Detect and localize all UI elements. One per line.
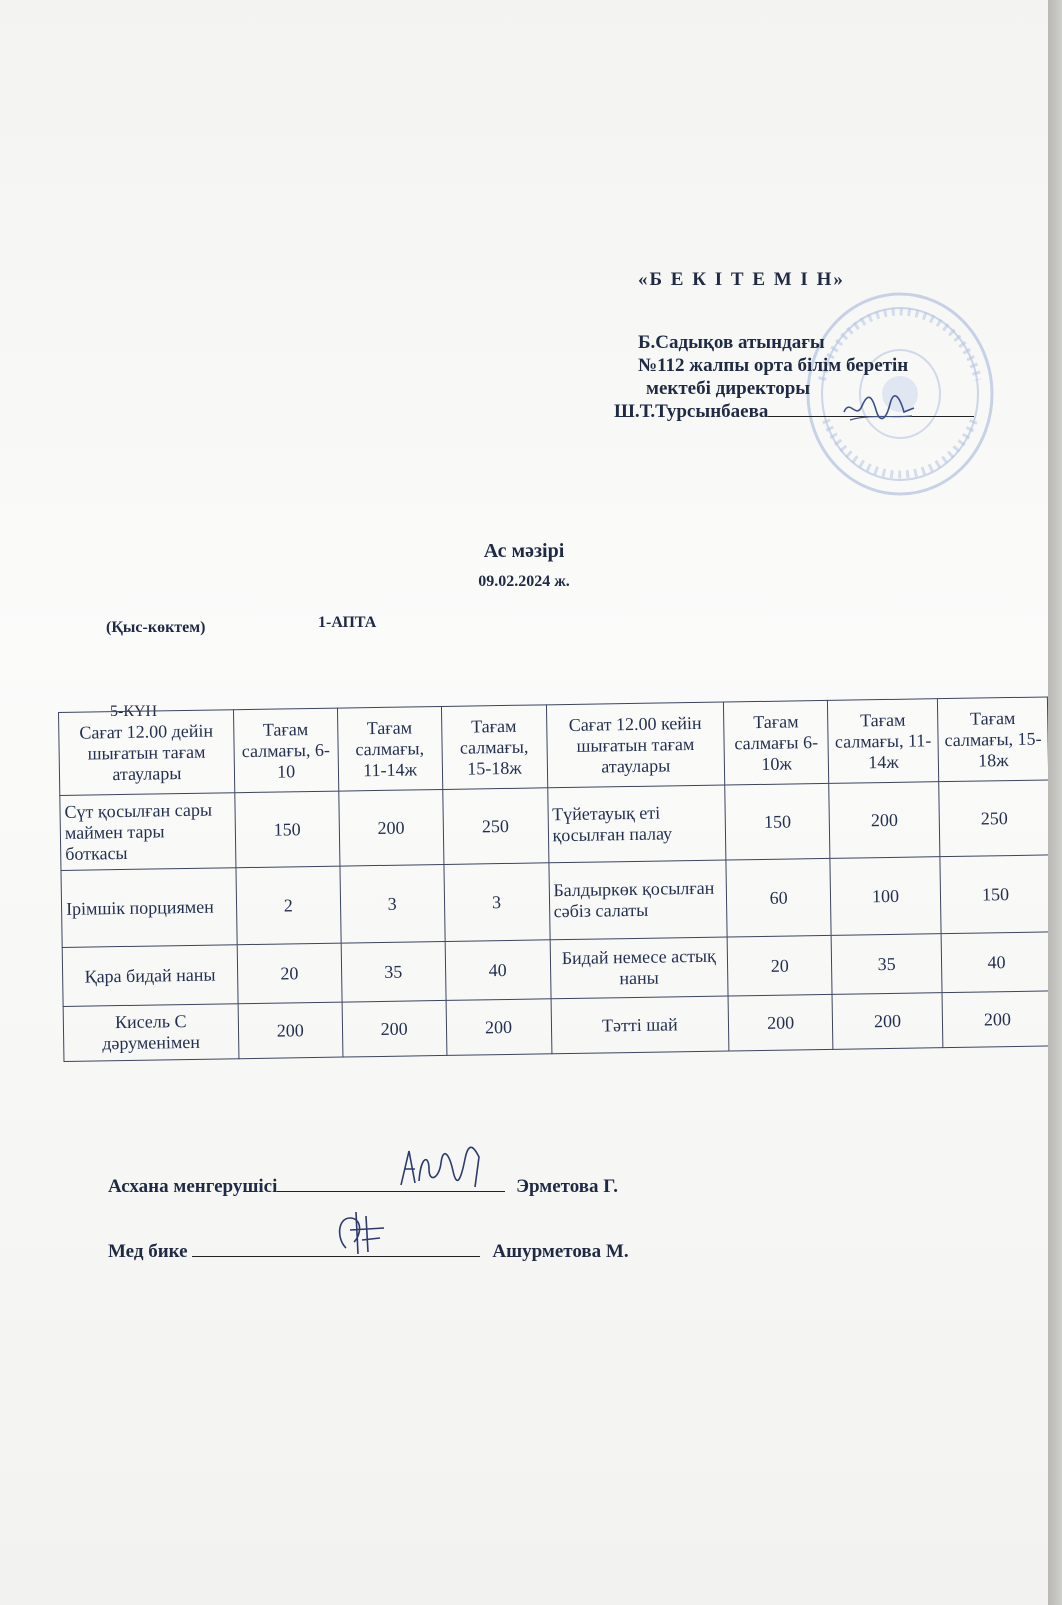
cook-signature-line (108, 1175, 618, 1198)
table-cell: 200 (342, 1000, 447, 1057)
nurse-signature-blank (192, 1240, 480, 1257)
table-cell: Түйетауық еті қосылған палау (547, 785, 726, 863)
approval-line-school-type: №112 жалпы орта білім беретін (638, 355, 909, 376)
director-signature (840, 390, 920, 430)
table-header-cell: Тағам салмағы, 11-14ж (337, 706, 442, 791)
nurse-label: Мед бике (108, 1241, 188, 1262)
table-cell: 250 (442, 788, 548, 865)
table-cell: Балдыркөк қосылған сәбіз салаты (548, 860, 727, 940)
table-cell: 150 (725, 783, 830, 860)
table-cell: 40 (941, 932, 1052, 993)
approval-title: «Б Е К І Т Е М І Н» (638, 269, 845, 290)
table-cell: 35 (831, 934, 942, 995)
table-cell: Ірімшік порциямен (61, 868, 237, 948)
table-header-cell: Сағат 12.00 дейін шығатын тағам атаулары (59, 710, 235, 796)
table-header-cell: Сағат 12.00 кейін шығатын тағам атаулары (546, 702, 725, 788)
cook-signature-blank (277, 1175, 505, 1192)
table-cell: 200 (829, 782, 940, 859)
cook-label: Асхана менгерушісі (108, 1176, 278, 1197)
page-edge-shadow (1048, 0, 1062, 1605)
table-cell: Бидай немесе астық наны (550, 937, 729, 999)
nurse-signature (332, 1208, 392, 1258)
table-cell: 200 (338, 789, 443, 866)
table-cell: 3 (340, 864, 445, 943)
table-cell: Тәтті шай (551, 996, 730, 1054)
nurse-name: Ашурметова М. (492, 1241, 629, 1262)
approval-line-school-name: Б.Садықов атындағы (638, 332, 825, 353)
table-header-cell: Тағам салмағы, 15-18ж (441, 705, 547, 790)
table-cell: Сүт қосылған сары маймен тары боткасы (60, 793, 236, 871)
menu-table (58, 696, 1053, 1062)
table-cell: 200 (942, 991, 1053, 1048)
table-cell: Кисель С дәруменімен (63, 1004, 239, 1062)
table-cell: 200 (238, 1002, 343, 1059)
table-cell: 35 (341, 941, 446, 1002)
director-name: Ш.Т.Турсынбаева (614, 401, 769, 422)
table-header-cell: Тағам салмағы, 15-18ж (937, 697, 1048, 782)
approval-director-line (614, 400, 1030, 423)
table-header-cell: Тағам салмағы, 6-10 (233, 708, 338, 793)
season-label: (Қыс-көктем) (106, 619, 206, 636)
cook-signature (395, 1145, 487, 1191)
day-label: 5-КҮН (110, 703, 158, 720)
week-label: 1-АПТА (318, 614, 377, 631)
table-header-cell: Тағам салмағы 6-10ж (724, 700, 829, 785)
table-header-row (59, 697, 1049, 796)
table-cell: 3 (444, 863, 550, 942)
table-cell: 2 (236, 866, 341, 945)
table-cell: 150 (235, 791, 340, 868)
table-cell: 200 (446, 999, 552, 1056)
table-header-cell: Тағам салмағы, 11-14ж (828, 699, 939, 784)
table-cell: 100 (830, 857, 941, 936)
table-cell: 40 (445, 940, 551, 1001)
approval-line-position: мектебі директоры (646, 378, 811, 399)
table-cell: 20 (727, 935, 832, 996)
cook-name: Эрметова Г. (516, 1176, 618, 1197)
table-cell: 200 (728, 994, 833, 1051)
table-cell: Қара бидай наны (62, 945, 238, 1007)
nurse-signature-line (108, 1240, 629, 1263)
table-cell: 150 (940, 855, 1051, 934)
table-cell: 20 (237, 943, 342, 1004)
table-cell: 60 (726, 858, 831, 937)
table-cell: 250 (939, 780, 1050, 857)
table-cell: 200 (832, 993, 943, 1050)
approval-block (610, 268, 1030, 423)
page-title: Ас мәзірі (483, 540, 565, 562)
menu-date: 09.02.2024 ж. (478, 573, 570, 590)
